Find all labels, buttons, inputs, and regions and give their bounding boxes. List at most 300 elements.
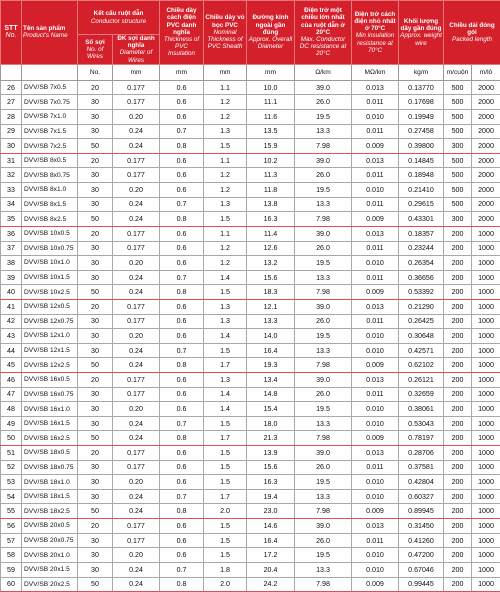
dc-resistance-cell: 39.0 [295, 299, 352, 314]
insulation-resistance-cell: 0.011 [352, 533, 399, 548]
header-insulation-thickness: Chiều dày cách điện PVC danh nghĩa Thickness of PVC Insulation [160, 1, 204, 65]
weight-cell: 0.30648 [399, 329, 444, 344]
table-row [1, 416, 500, 431]
weight-cell: 0.43301 [399, 212, 444, 227]
overall-diameter-cell: 10.0 [247, 80, 295, 95]
row-number-cell: 59 [1, 562, 22, 577]
dc-resistance-cell: 26.0 [295, 168, 352, 183]
product-name-cell: DVV/SB 7x2.5 [22, 139, 78, 154]
dc-resistance-cell: 19.5 [295, 548, 352, 563]
number-of-wires-cell: 30 [78, 95, 113, 110]
row-number-cell: 40 [1, 285, 22, 300]
weight-cell: 0.18948 [399, 168, 444, 183]
sheath-thickness-cell: 1.2 [204, 168, 247, 183]
table-row [1, 299, 500, 314]
unit-cell: Ω/km [295, 64, 352, 80]
overall-diameter-cell: 15.4 [247, 402, 295, 417]
insulation-resistance-cell: 0.011 [352, 197, 399, 212]
overall-diameter-cell: 18.0 [247, 416, 295, 431]
overall-diameter-cell: 15.9 [247, 139, 295, 154]
length-per-coil-cell: 200 [444, 446, 472, 461]
product-name-cell: DVV/SB 16x1.0 [22, 402, 78, 417]
product-name-cell: DVV/SB 16x0.75 [22, 387, 78, 402]
length-per-coil-cell: 200 [444, 373, 472, 388]
overall-diameter-cell: 16.4 [247, 533, 295, 548]
sheath-thickness-cell: 1.3 [204, 197, 247, 212]
insulation-resistance-cell: 0.013 [352, 519, 399, 534]
length-per-coil-cell: 500 [444, 168, 472, 183]
header-sheath-thickness: Chiều dày vỏ bọc PVC Nominal Thickness of PVC Sheath [204, 1, 247, 65]
header-wire-diameter: ĐK sợi danh nghĩa Diameter of Wires [113, 35, 160, 65]
insulation-thickness-cell: 0.8 [160, 212, 204, 227]
weight-cell: 0.36656 [399, 270, 444, 285]
row-number-cell: 44 [1, 343, 22, 358]
sheath-thickness-cell: 1.3 [204, 299, 247, 314]
weight-cell: 0.99445 [399, 577, 444, 592]
sheath-thickness-cell: 1.5 [204, 460, 247, 475]
weight-cell: 0.47200 [399, 548, 444, 563]
overall-diameter-cell: 19.4 [247, 489, 295, 504]
wire-diameter-cell: 0.177 [113, 387, 160, 402]
weight-cell: 0.21410 [399, 183, 444, 198]
dc-resistance-cell: 39.0 [295, 80, 352, 95]
product-name-cell: DVV/SB 12x0.5 [22, 299, 78, 314]
number-of-wires-cell: 30 [78, 168, 113, 183]
row-number-cell: 34 [1, 197, 22, 212]
insulation-thickness-cell: 0.7 [160, 489, 204, 504]
insulation-thickness-cell: 0.6 [160, 519, 204, 534]
weight-cell: 0.26121 [399, 373, 444, 388]
table-row [1, 329, 500, 344]
table-row [1, 270, 500, 285]
dc-resistance-cell: 13.3 [295, 124, 352, 139]
table-row [1, 110, 500, 125]
row-number-cell: 36 [1, 226, 22, 241]
number-of-wires-cell: 30 [78, 241, 113, 256]
length-per-coil-cell: 200 [444, 314, 472, 329]
length-per-lot-cell: 1000 [472, 519, 500, 534]
wire-diameter-cell: 0.24 [113, 124, 160, 139]
sheath-thickness-cell: 1.8 [204, 562, 247, 577]
table-row [1, 241, 500, 256]
length-per-coil-cell: 200 [444, 358, 472, 373]
units-row [1, 64, 500, 80]
insulation-resistance-cell: 0.011 [352, 314, 399, 329]
length-per-coil-cell: 200 [444, 241, 472, 256]
insulation-resistance-cell: 0.010 [352, 343, 399, 358]
length-per-lot-cell: 1000 [472, 358, 500, 373]
unit-cell: kg/m [399, 64, 444, 80]
insulation-resistance-cell: 0.013 [352, 153, 399, 168]
insulation-thickness-cell: 0.6 [160, 387, 204, 402]
wire-diameter-cell: 0.24 [113, 358, 160, 373]
length-per-coil-cell: 200 [444, 285, 472, 300]
sheath-thickness-cell: 1.3 [204, 124, 247, 139]
length-per-lot-cell: 2000 [472, 168, 500, 183]
length-per-coil-cell: 200 [444, 387, 472, 402]
number-of-wires-cell: 50 [78, 139, 113, 154]
dc-resistance-cell: 39.0 [295, 153, 352, 168]
table-row [1, 431, 500, 446]
wire-diameter-cell: 0.177 [113, 168, 160, 183]
table-row [1, 285, 500, 300]
length-per-lot-cell: 1000 [472, 299, 500, 314]
number-of-wires-cell: 30 [78, 314, 113, 329]
sheath-thickness-cell: 1.2 [204, 95, 247, 110]
row-number-cell: 45 [1, 358, 22, 373]
sheath-thickness-cell: 2.0 [204, 577, 247, 592]
insulation-thickness-cell: 0.6 [160, 153, 204, 168]
header-number-of-wires: Số sợi No. of Wires [78, 35, 113, 65]
length-per-coil-cell: 300 [444, 139, 472, 154]
sheath-thickness-cell: 1.5 [204, 548, 247, 563]
wire-diameter-cell: 0.177 [113, 446, 160, 461]
sheath-thickness-cell: 1.2 [204, 241, 247, 256]
row-number-cell: 55 [1, 504, 22, 519]
overall-diameter-cell: 13.2 [247, 256, 295, 271]
sheath-thickness-cell: 1.7 [204, 489, 247, 504]
number-of-wires-cell: 50 [78, 212, 113, 227]
product-name-cell: DVV/SB 10x2.5 [22, 285, 78, 300]
length-per-lot-cell: 1000 [472, 270, 500, 285]
sheath-thickness-cell: 1.5 [204, 285, 247, 300]
sheath-thickness-cell: 1.1 [204, 226, 247, 241]
dc-resistance-cell: 19.5 [295, 183, 352, 198]
weight-cell: 0.14845 [399, 153, 444, 168]
length-per-lot-cell: 1000 [472, 256, 500, 271]
dc-resistance-cell: 26.0 [295, 460, 352, 475]
unit-cell: mm [247, 64, 295, 80]
table-row [1, 95, 500, 110]
insulation-resistance-cell: 0.010 [352, 183, 399, 198]
insulation-thickness-cell: 0.6 [160, 299, 204, 314]
weight-cell: 0.18357 [399, 226, 444, 241]
overall-diameter-cell: 11.4 [247, 226, 295, 241]
insulation-thickness-cell: 0.7 [160, 270, 204, 285]
number-of-wires-cell: 30 [78, 343, 113, 358]
table-row [1, 153, 500, 168]
length-per-coil-cell: 200 [444, 504, 472, 519]
dc-resistance-cell: 26.0 [295, 95, 352, 110]
insulation-thickness-cell: 0.6 [160, 95, 204, 110]
overall-diameter-cell: 13.8 [247, 197, 295, 212]
length-per-coil-cell: 300 [444, 212, 472, 227]
weight-cell: 0.53043 [399, 416, 444, 431]
sheath-thickness-cell: 1.4 [204, 270, 247, 285]
sheath-thickness-cell: 1.4 [204, 387, 247, 402]
weight-cell: 0.13770 [399, 80, 444, 95]
wire-diameter-cell: 0.24 [113, 197, 160, 212]
weight-cell: 0.17698 [399, 95, 444, 110]
insulation-thickness-cell: 0.8 [160, 577, 204, 592]
overall-diameter-cell: 11.3 [247, 168, 295, 183]
row-number-cell: 50 [1, 431, 22, 446]
weight-cell: 0.21290 [399, 299, 444, 314]
insulation-resistance-cell: 0.009 [352, 285, 399, 300]
table-row [1, 533, 500, 548]
table-row [1, 80, 500, 95]
length-per-coil-cell: 500 [444, 153, 472, 168]
wire-diameter-cell: 0.20 [113, 548, 160, 563]
wire-diameter-cell: 0.20 [113, 329, 160, 344]
number-of-wires-cell: 30 [78, 197, 113, 212]
sheath-thickness-cell: 1.5 [204, 212, 247, 227]
product-name-cell: DVV/SB 8x1.5 [22, 197, 78, 212]
weight-cell: 0.28706 [399, 446, 444, 461]
overall-diameter-cell: 12.1 [247, 299, 295, 314]
insulation-thickness-cell: 0.6 [160, 80, 204, 95]
insulation-resistance-cell: 0.011 [352, 241, 399, 256]
length-per-lot-cell: 1000 [472, 226, 500, 241]
insulation-resistance-cell: 0.010 [352, 110, 399, 125]
wire-diameter-cell: 0.20 [113, 475, 160, 490]
length-per-coil-cell: 200 [444, 416, 472, 431]
length-per-lot-cell: 2000 [472, 197, 500, 212]
row-number-cell: 39 [1, 270, 22, 285]
insulation-resistance-cell: 0.009 [352, 577, 399, 592]
wire-diameter-cell: 0.177 [113, 460, 160, 475]
wire-diameter-cell: 0.177 [113, 299, 160, 314]
dc-resistance-cell: 39.0 [295, 446, 352, 461]
table-row [1, 168, 500, 183]
insulation-resistance-cell: 0.009 [352, 431, 399, 446]
table-row [1, 373, 500, 388]
weight-cell: 0.39800 [399, 139, 444, 154]
product-name-cell: DVV/SB 20x0.5 [22, 519, 78, 534]
dc-resistance-cell: 26.0 [295, 387, 352, 402]
row-number-cell: 37 [1, 241, 22, 256]
product-name-cell: DVV/SB 18x0.5 [22, 446, 78, 461]
wire-diameter-cell: 0.24 [113, 577, 160, 592]
wire-diameter-cell: 0.24 [113, 431, 160, 446]
table-row [1, 562, 500, 577]
sheath-thickness-cell: 1.5 [204, 416, 247, 431]
row-number-cell: 48 [1, 402, 22, 417]
length-per-coil-cell: 200 [444, 489, 472, 504]
dc-resistance-cell: 19.5 [295, 110, 352, 125]
length-per-lot-cell: 2000 [472, 183, 500, 198]
sheath-thickness-cell: 1.4 [204, 329, 247, 344]
length-per-lot-cell: 2000 [472, 95, 500, 110]
length-per-coil-cell: 200 [444, 226, 472, 241]
insulation-thickness-cell: 0.6 [160, 402, 204, 417]
row-number-cell: 42 [1, 314, 22, 329]
table-row [1, 446, 500, 461]
number-of-wires-cell: 30 [78, 270, 113, 285]
insulation-resistance-cell: 0.013 [352, 299, 399, 314]
product-name-cell: DVV/SB 10x1.5 [22, 270, 78, 285]
number-of-wires-cell: 30 [78, 387, 113, 402]
insulation-resistance-cell: 0.010 [352, 329, 399, 344]
row-number-cell: 56 [1, 519, 22, 534]
length-per-lot-cell: 1000 [472, 562, 500, 577]
table-row [1, 358, 500, 373]
wire-diameter-cell: 0.24 [113, 416, 160, 431]
sheath-thickness-cell: 1.5 [204, 343, 247, 358]
insulation-resistance-cell: 0.010 [352, 256, 399, 271]
weight-cell: 0.41260 [399, 533, 444, 548]
number-of-wires-cell: 30 [78, 548, 113, 563]
wire-diameter-cell: 0.177 [113, 153, 160, 168]
insulation-thickness-cell: 0.7 [160, 197, 204, 212]
insulation-thickness-cell: 0.6 [160, 446, 204, 461]
number-of-wires-cell: 20 [78, 80, 113, 95]
weight-cell: 0.42571 [399, 343, 444, 358]
wire-diameter-cell: 0.24 [113, 562, 160, 577]
dc-resistance-cell: 7.98 [295, 358, 352, 373]
overall-diameter-cell: 16.3 [247, 212, 295, 227]
length-per-coil-cell: 500 [444, 183, 472, 198]
insulation-resistance-cell: 0.011 [352, 460, 399, 475]
sheath-thickness-cell: 1.7 [204, 431, 247, 446]
number-of-wires-cell: 30 [78, 475, 113, 490]
row-number-cell: 33 [1, 183, 22, 198]
length-per-lot-cell: 2000 [472, 124, 500, 139]
overall-diameter-cell: 15.6 [247, 460, 295, 475]
number-of-wires-cell: 30 [78, 533, 113, 548]
insulation-thickness-cell: 0.8 [160, 139, 204, 154]
table-row [1, 489, 500, 504]
weight-cell: 0.38061 [399, 402, 444, 417]
number-of-wires-cell: 30 [78, 460, 113, 475]
length-per-coil-cell: 200 [444, 329, 472, 344]
sheath-thickness-cell: 1.3 [204, 373, 247, 388]
overall-diameter-cell: 13.3 [247, 314, 295, 329]
wire-diameter-cell: 0.177 [113, 373, 160, 388]
sheath-thickness-cell: 2.0 [204, 504, 247, 519]
overall-diameter-cell: 24.2 [247, 577, 295, 592]
row-number-cell: 27 [1, 95, 22, 110]
length-per-coil-cell: 200 [444, 475, 472, 490]
row-number-cell: 49 [1, 416, 22, 431]
overall-diameter-cell: 15.6 [247, 270, 295, 285]
sheath-thickness-cell: 1.5 [204, 519, 247, 534]
weight-cell: 0.37581 [399, 460, 444, 475]
sheath-thickness-cell: 1.5 [204, 533, 247, 548]
overall-diameter-cell: 18.3 [247, 285, 295, 300]
product-name-cell: DVV/SB 16x0.5 [22, 373, 78, 388]
insulation-thickness-cell: 0.6 [160, 329, 204, 344]
length-per-lot-cell: 1000 [472, 373, 500, 388]
sheath-thickness-cell: 1.2 [204, 183, 247, 198]
insulation-resistance-cell: 0.011 [352, 387, 399, 402]
sheath-thickness-cell: 1.5 [204, 475, 247, 490]
row-number-cell: 26 [1, 80, 22, 95]
length-per-coil-cell: 200 [444, 577, 472, 592]
wire-diameter-cell: 0.177 [113, 519, 160, 534]
number-of-wires-cell: 50 [78, 285, 113, 300]
wire-diameter-cell: 0.177 [113, 95, 160, 110]
number-of-wires-cell: 20 [78, 153, 113, 168]
length-per-coil-cell: 500 [444, 95, 472, 110]
insulation-resistance-cell: 0.009 [352, 358, 399, 373]
unit-cell: m/lô [472, 64, 500, 80]
row-number-cell: 35 [1, 212, 22, 227]
table-row [1, 226, 500, 241]
number-of-wires-cell: 50 [78, 577, 113, 592]
table-row [1, 256, 500, 271]
product-name-cell: DVV/SB 7x0.5 [22, 80, 78, 95]
number-of-wires-cell: 50 [78, 431, 113, 446]
table-row [1, 402, 500, 417]
weight-cell: 0.27458 [399, 124, 444, 139]
length-per-lot-cell: 2000 [472, 80, 500, 95]
header-dc-resistance: Điện trở một chiều lớn nhất của ruột dẫn ở 20°C Max. Conductor DC resistance at 20°C [295, 1, 352, 65]
table-row [1, 183, 500, 198]
weight-cell: 0.78197 [399, 431, 444, 446]
dc-resistance-cell: 26.0 [295, 314, 352, 329]
product-name-cell: DVV/SB 8x1.0 [22, 183, 78, 198]
dc-resistance-cell: 19.5 [295, 329, 352, 344]
length-per-lot-cell: 1000 [472, 285, 500, 300]
row-number-cell: 57 [1, 533, 22, 548]
length-per-lot-cell: 1000 [472, 489, 500, 504]
overall-diameter-cell: 11.6 [247, 110, 295, 125]
length-per-coil-cell: 200 [444, 533, 472, 548]
overall-diameter-cell: 16.3 [247, 475, 295, 490]
length-per-coil-cell: 200 [444, 562, 472, 577]
weight-cell: 0.89945 [399, 504, 444, 519]
number-of-wires-cell: 20 [78, 299, 113, 314]
product-name-cell: DVV/SB 12x1.0 [22, 329, 78, 344]
length-per-lot-cell: 1000 [472, 241, 500, 256]
length-per-lot-cell: 1000 [472, 343, 500, 358]
row-number-cell: 58 [1, 548, 22, 563]
number-of-wires-cell: 30 [78, 489, 113, 504]
number-of-wires-cell: 30 [78, 402, 113, 417]
wire-diameter-cell: 0.24 [113, 212, 160, 227]
table-row [1, 460, 500, 475]
length-per-lot-cell: 2000 [472, 153, 500, 168]
insulation-thickness-cell: 0.6 [160, 110, 204, 125]
insulation-thickness-cell: 0.7 [160, 343, 204, 358]
unit-cell: MΩ/km [352, 64, 399, 80]
row-number-cell: 53 [1, 475, 22, 490]
product-name-cell: DVV/SB 18x0.75 [22, 460, 78, 475]
dc-resistance-cell: 26.0 [295, 533, 352, 548]
table-row [1, 314, 500, 329]
header-weight: Khối lượng dây gần đúng Approx. weight wire [399, 1, 444, 65]
insulation-thickness-cell: 0.6 [160, 475, 204, 490]
length-per-coil-cell: 200 [444, 519, 472, 534]
weight-cell: 0.23244 [399, 241, 444, 256]
product-name-cell: DVV/SB 20x2.5 [22, 577, 78, 592]
dc-resistance-cell: 7.98 [295, 212, 352, 227]
insulation-resistance-cell: 0.013 [352, 373, 399, 388]
overall-diameter-cell: 13.5 [247, 124, 295, 139]
wire-diameter-cell: 0.177 [113, 533, 160, 548]
header-packed-length: Chiều dài đóng gói Packed length [444, 1, 500, 65]
insulation-resistance-cell: 0.013 [352, 80, 399, 95]
table-row [1, 212, 500, 227]
insulation-resistance-cell: 0.013 [352, 446, 399, 461]
insulation-resistance-cell: 0.013 [352, 226, 399, 241]
weight-cell: 0.26425 [399, 314, 444, 329]
dc-resistance-cell: 7.98 [295, 285, 352, 300]
insulation-thickness-cell: 0.6 [160, 533, 204, 548]
insulation-resistance-cell: 0.010 [352, 548, 399, 563]
number-of-wires-cell: 50 [78, 358, 113, 373]
table-row [1, 577, 500, 592]
dc-resistance-cell: 7.98 [295, 504, 352, 519]
length-per-coil-cell: 200 [444, 548, 472, 563]
wire-diameter-cell: 0.177 [113, 314, 160, 329]
number-of-wires-cell: 50 [78, 504, 113, 519]
length-per-lot-cell: 1000 [472, 314, 500, 329]
length-per-lot-cell: 1000 [472, 431, 500, 446]
insulation-thickness-cell: 0.6 [160, 548, 204, 563]
insulation-resistance-cell: 0.011 [352, 270, 399, 285]
